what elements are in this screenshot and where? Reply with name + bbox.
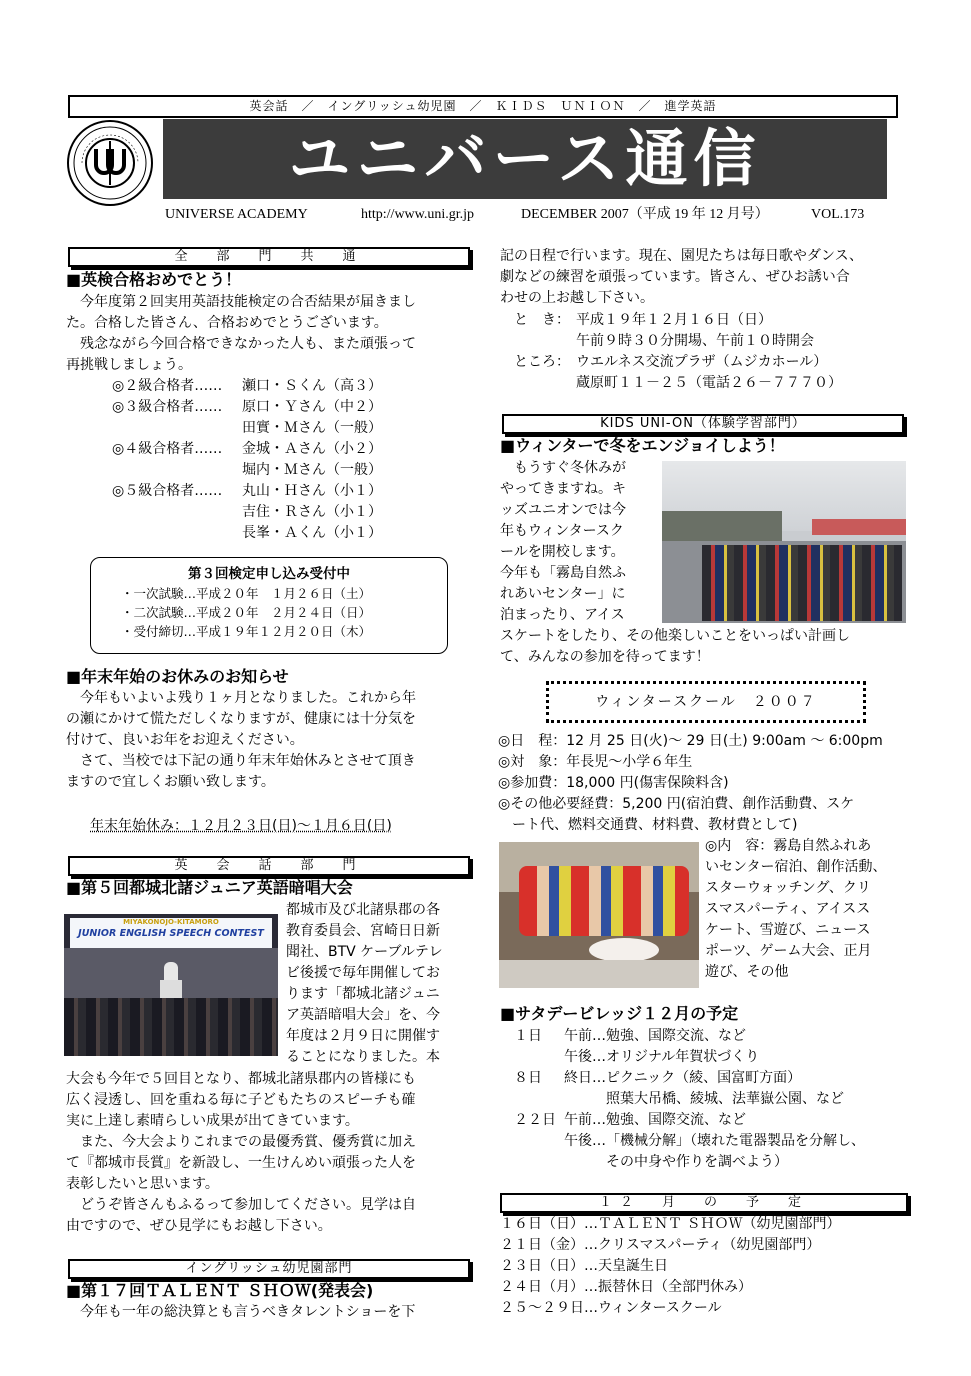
section-bar-english-kinder: イングリッシュ幼児園部門 [68, 1259, 470, 1279]
text-line: 年度は２月９日に開催す [286, 1028, 440, 1044]
text-line: また、今大会よりこれまでの最優秀賞、優秀賞に加え [66, 1134, 416, 1150]
list-item: 午後…オリジナル年賀状づくり [564, 1049, 760, 1065]
photo-banner [70, 918, 272, 948]
section-bar-kids-union: KIDS UNI-ON（体験学習部門） [502, 414, 904, 434]
speech-contest-photo [64, 914, 278, 1056]
banner-top-text: MIYAKONOJO-KITAMORO [123, 918, 219, 926]
children-group [702, 545, 902, 621]
list-item: １６日（日）…ＴＡＬＥＮＴ ＳＨＯＷ（幼児園部門） [500, 1216, 841, 1232]
list-item: 午後…「機械分解」（壊れた電器製品を分解し、 [564, 1133, 865, 1149]
text-line: ポーツ、ゲーム大会、正月 [705, 943, 872, 959]
section-bar-eikaiwa: 英 会 話 部 門 [68, 856, 470, 876]
text-line: 広く浸透し、回を重ねる毎に子どもたちのスピーチも確 [66, 1092, 416, 1108]
list-item: ところ： ウエルネス交流プラザ（ムジカホール） [514, 354, 828, 370]
text-line: の瀬にかけて慌ただしくなりますが、健康には十分気を [66, 711, 416, 727]
section-bar-all-depts: 全 部 門 共 通 [68, 247, 470, 267]
winter-school-title: ウィンタースクール ２００７ [546, 681, 866, 723]
text-line: ・一次試験…平成２０年 １月２６日（土） [121, 586, 372, 601]
list-item: ２３日（日）…天皇誕生日 [500, 1258, 668, 1274]
text-line: ります「都城北諸ジュニ [286, 986, 440, 1002]
text-line: ・受付締切…平成１９年１２月２０日（木） [121, 624, 372, 639]
text-line: ◎日 程：12 月 25 日(火)～ 29 日(土) 9:00am ～ 6:00pm [498, 733, 883, 749]
text-line: 今年も「霧島自然ふ [500, 565, 626, 581]
text-line: ケート、雪遊び、ニュース [705, 922, 871, 938]
list-item: 長峯・Ａくん（小１） [242, 525, 382, 541]
list-item: ２２日 午前…勉強、国際交流、など [514, 1112, 746, 1128]
list-item: ８日 終日…ピクニック（綾、国富町方面） [514, 1070, 802, 1086]
text-line: わせの上お越し下さい。 [500, 290, 654, 306]
winter-school-details [498, 731, 918, 836]
text-line: さて、当校では下記の通り年末年始休みとさせて頂き [66, 753, 416, 769]
text-line: て、みんなの参加を待ってます！ [500, 649, 710, 665]
text-line: ッズユニオンでは今 [500, 502, 626, 518]
december-schedule [500, 1214, 910, 1319]
winter-group-photo [662, 461, 906, 623]
text-line: いセンター宿泊、創作活動、 [705, 859, 887, 875]
section-bar-december: １２ 月 の 予 定 [500, 1193, 908, 1213]
text-line: て『都城市長賞』を新設し、一生けんめい頑張った人を [66, 1155, 416, 1171]
list-item: １日 午前…勉強、国際交流、など [514, 1028, 746, 1044]
text-line: ート代、燃料交通費、材料費、教材費として) [498, 817, 798, 833]
trees [662, 511, 782, 541]
talent-show-heading: ■第１７回ＴＡＬＥＮＴ ＳＨＯＷ(発表会) [66, 1281, 374, 1300]
saturday-village-schedule [514, 1026, 865, 1173]
building-roof [812, 519, 906, 535]
text-line: ア英語暗唱大会」を、今 [286, 1007, 440, 1023]
holiday-period: 年末年始休み：１２月２３日(日)～１月６日(日) [90, 818, 392, 834]
holiday-heading: ■年末年始のお休みのお知らせ [66, 667, 289, 686]
winter-party-photo [499, 842, 699, 988]
academy-name: UNIVERSE ACADEMY [165, 207, 308, 222]
list-item: ２５～２９日…ウィンタースクール [500, 1300, 722, 1316]
text-line: ・二次試験…平成２０年 ２月２４日（日） [121, 605, 372, 620]
list-item: その中身や作りを調べよう） [564, 1154, 788, 1170]
text-line: 泊まったり、アイス [500, 607, 625, 623]
text-line: 劇などの練習を頑張っています。皆さん、ぜひお誘い合 [500, 269, 850, 285]
list-item: 吉住・Ｒさん（小１） [242, 504, 382, 520]
newsletter-title: ユニバース通信 [163, 119, 887, 199]
speech-contest-body [66, 1069, 476, 1237]
text-line: れあいセンター」に [500, 586, 626, 602]
eiken-heading: ■英検合格おめでとう！ [66, 270, 242, 289]
text-line: 今年度第２回実用英語技能検定の合否結果が届きまし [80, 294, 416, 310]
box-title: 第３回検定申し込み受付中 [188, 566, 350, 582]
academy-logo [66, 119, 154, 207]
text-line: ◎その他必要経費：5,200 円(宿泊費、創作活動費、スケ [498, 796, 855, 812]
list-item: ◎３級合格者…… 原口・Ｙさん（中２） [112, 399, 382, 415]
text-line: 付けて、良いお年をお迎えください。 [66, 732, 304, 748]
issue-date: DECEMBER 2007（平成 19 年 12 月号） [521, 207, 769, 222]
seal-icon [66, 119, 154, 207]
box-lines [91, 584, 447, 641]
list-item: ◎４級合格者…… 金城・Ａさん（小２） [112, 441, 382, 457]
website-url: http://www.uni.gr.jp [361, 207, 475, 222]
children [519, 866, 689, 936]
volume-number: VOL.173 [811, 207, 865, 222]
list-item: ２４日（月）…振替休日（全部門休み） [500, 1279, 752, 1295]
text-line: 実に上達し素晴らしい成果が出てきています。 [66, 1113, 359, 1129]
holiday-body [66, 688, 476, 793]
text-line: ールを開校します。 [500, 544, 625, 560]
table [499, 960, 699, 988]
talent-show-schedule [514, 310, 842, 394]
text-line: 表彰したいと思います。 [66, 1176, 219, 1192]
audience [64, 998, 278, 1056]
text-line: ◎参加費：18,000 円(傷害保険料含) [498, 775, 729, 791]
text-line: た。合格した皆さん、合格おめでとうございます。 [66, 315, 388, 331]
text-line: 記の日程で行います。現在、園児たちは毎日歌やダンス、 [500, 248, 864, 264]
masthead-topline: 英会話 ／ イングリッシュ幼児園 ／ ＫＩＤＳ ＵＮＩＯＮ ／ 進学英語 [68, 95, 898, 118]
speech-contest-side-text [286, 900, 476, 1068]
talent-show-continued [500, 246, 910, 309]
text-line: もうすぐ冬休みが [514, 460, 626, 476]
list-item: 田實・Ｍさん（一般） [242, 420, 382, 436]
banner-text: JUNIOR ENGLISH SPEECH CONTEST [78, 928, 264, 939]
list-item: 午前９時３０分開場、午前１０時開会 [576, 333, 814, 349]
saturday-village-heading: ■サタデービレッジ１２月の予定 [500, 1004, 739, 1023]
podium [160, 980, 182, 998]
cake [589, 938, 659, 962]
text-line: 遊び、その他 [705, 964, 789, 980]
text-line: 今年もいよいよ残り１ヶ月となりました。これから年 [80, 690, 416, 706]
winter-heading: ■ウィンターで冬をエンジョイしよう！ [500, 436, 785, 455]
winter-body [500, 626, 910, 668]
list-item: 照葉大吊橋、綾城、法華嶽公園、など [564, 1091, 844, 1107]
list-item: 蔵原町１１－２５（電話２６－７７７０） [576, 375, 842, 391]
list-item: 堀内・Ｍさん（一般） [242, 462, 382, 478]
list-item: ２１日（金）…クリスマスパーティ（幼児園部門） [500, 1237, 821, 1253]
text-line: ◎内 容：霧島自然ふれあ [705, 838, 872, 854]
text-line: 再挑戦しましょう。 [66, 357, 192, 373]
text-line: ◎対 象：年長児～小学６年生 [498, 754, 693, 770]
text-line: スターウォッチング、クリ [705, 880, 871, 896]
text-line: 聞社、BTV ケーブルテレ [286, 944, 443, 960]
text-line: やってきますね。キ [500, 481, 626, 497]
winter-side-text [500, 458, 662, 626]
exam-registration-box [90, 557, 448, 654]
text-line: 年もウィンタースク [500, 523, 624, 539]
text-line: ることになりました。本 [286, 1049, 440, 1065]
text-line: 教育委員会、宮崎日日新 [286, 923, 440, 939]
text-line: 残念ながら今回合格できなかった人も、また頑張って [66, 336, 416, 352]
eiken-body [66, 292, 476, 376]
text-line: スマスパーティ、アイスス [705, 901, 871, 917]
text-line: どうぞ皆さんもふるって参加してください。見学は自 [66, 1197, 416, 1213]
text-line: 都城市及び北諸県郡の各 [286, 902, 440, 918]
text-line: スケートをしたり、その他楽しいことをいっぱい計画し [500, 628, 850, 644]
eiken-pass-list [112, 376, 382, 544]
text-line: ますので宜しくお願い致します。 [66, 774, 275, 790]
talent-show-line: 今年も一年の総決算とも言うべきタレントショーを下 [80, 1304, 416, 1320]
text-line: 由ですので、ぜひ見学にもお越し下さい。 [66, 1218, 332, 1234]
text-line: ビ後援で毎年開催してお [286, 965, 440, 981]
list-item: と き： 平成１９年１２月１６日（日） [514, 312, 772, 328]
masthead-subline [165, 206, 895, 224]
winter-school-content [705, 836, 915, 983]
list-item: ◎５級合格者…… 丸山・Ｈさん（小１） [112, 483, 382, 499]
list-item: ◎２級合格者…… 瀬口・Ｓくん（高３） [112, 378, 382, 394]
text-line: 大会も今年で５回目となり、都城北諸県郡内の皆様にも [66, 1071, 416, 1087]
speech-contest-heading: ■第５回都城北諸ジュニア英語暗唱大会 [66, 878, 353, 897]
